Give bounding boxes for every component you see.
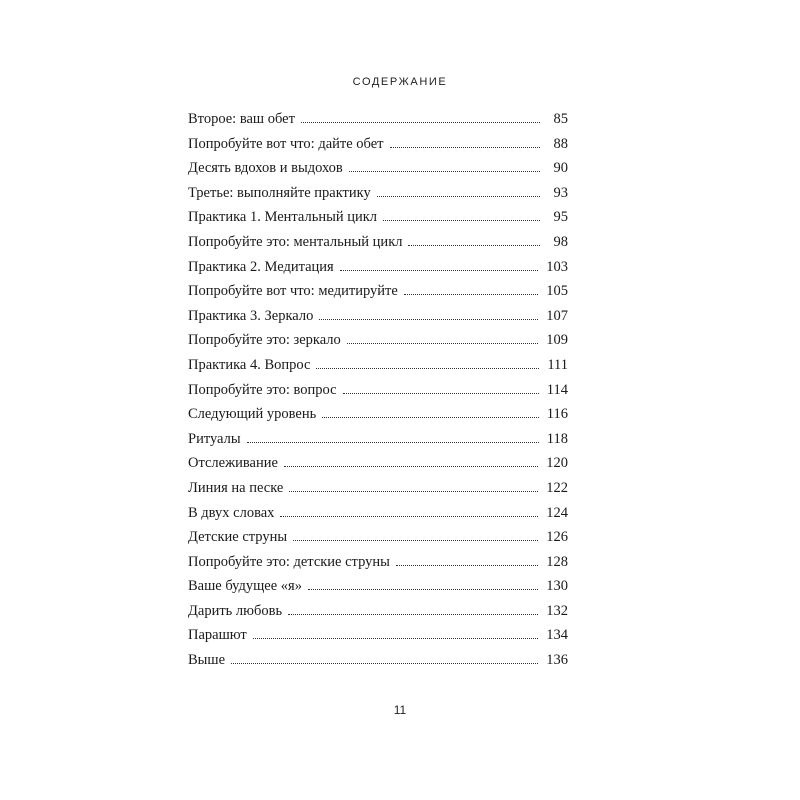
toc-entry-page: 122 <box>546 479 568 496</box>
toc-entry-page: 107 <box>546 307 568 324</box>
toc-dot-leader <box>308 589 538 590</box>
toc-entry-page: 109 <box>546 332 568 349</box>
toc-entry <box>188 328 568 353</box>
toc-entry-page: 120 <box>546 455 568 472</box>
toc-dot-leader <box>322 417 539 418</box>
toc-entry-title: Второе: ваш обет <box>188 111 295 127</box>
toc-dot-leader <box>253 638 539 639</box>
toc-entry-title: Попробуйте это: зеркало <box>188 332 341 349</box>
toc-dot-leader <box>396 565 538 566</box>
toc-entry-title: Дарить любовь <box>188 602 283 619</box>
toc-entry <box>188 427 568 452</box>
toc-dot-leader <box>301 122 540 123</box>
toc-entry-page: 118 <box>546 430 568 447</box>
toc-entry-title: Ваше будущее «я» <box>188 578 302 595</box>
toc-entry <box>188 550 568 575</box>
toc-entry-title: В двух словах <box>188 504 275 521</box>
toc-entry-page: 128 <box>546 553 568 570</box>
toc-entry <box>188 132 568 157</box>
toc-entry <box>188 402 568 427</box>
toc-dot-leader <box>288 614 538 615</box>
toc-dot-leader <box>289 491 538 492</box>
toc-entry <box>188 648 568 673</box>
toc-entry-title: Попробуйте это: детские струны <box>188 553 390 570</box>
toc-entry <box>188 304 568 329</box>
toc-dot-leader <box>404 294 538 295</box>
toc-entry-page: 124 <box>546 504 568 521</box>
toc-entry <box>188 230 568 255</box>
toc-dot-leader <box>280 516 538 517</box>
toc-entry-title: Практика 1. Ментальный цикл <box>188 209 378 226</box>
toc-entry-page: 136 <box>546 652 568 669</box>
toc-entry <box>188 181 568 206</box>
toc-entry-title: Следующий уровень <box>188 406 317 423</box>
toc-dot-leader <box>284 466 538 467</box>
toc-entry-page: 90 <box>553 160 568 177</box>
toc-entry-title: Выше <box>188 652 226 669</box>
toc-entry-page: 132 <box>546 602 568 619</box>
toc-entry <box>188 255 568 280</box>
toc-entry-page: 114 <box>546 381 568 398</box>
toc-entry-page: 85 <box>553 111 568 127</box>
toc-dot-leader <box>231 663 538 664</box>
toc-entry <box>188 205 568 230</box>
toc-entry-title: Практика 3. Зеркало <box>188 307 314 324</box>
toc-entry-page: 105 <box>546 283 568 300</box>
toc-entry <box>188 378 568 403</box>
toc-entry-page: 98 <box>553 233 568 250</box>
toc-entry <box>188 623 568 648</box>
toc-entry-page: 93 <box>553 184 568 201</box>
toc-dot-leader <box>293 540 538 541</box>
toc-dot-leader <box>390 147 540 148</box>
toc-dot-leader <box>340 270 539 271</box>
toc-entry-page: 126 <box>546 529 568 546</box>
toc-entry <box>188 599 568 624</box>
toc-entry <box>188 279 568 304</box>
toc-entry-title: Детские струны <box>188 529 288 546</box>
toc-entry-title: Ритуалы <box>188 430 241 447</box>
toc-entry-page: 111 <box>547 356 568 373</box>
toc-entry <box>188 501 568 526</box>
toc-entry-title: Попробуйте это: вопрос <box>188 381 337 398</box>
toc-entry-page: 130 <box>546 578 568 595</box>
toc-dot-leader <box>349 171 540 172</box>
toc-entry-title: Парашют <box>188 627 247 644</box>
toc-dot-leader <box>347 343 538 344</box>
toc-entry-title: Третье: выполняйте практику <box>188 184 371 201</box>
toc-dot-leader <box>343 393 539 394</box>
toc-entry <box>188 525 568 550</box>
toc-entry-title: Десять вдохов и выдохов <box>188 160 343 177</box>
toc-entry-title: Попробуйте вот что: дайте обет <box>188 135 384 152</box>
toc-entry-title: Практика 2. Медитация <box>188 258 334 275</box>
toc-entry <box>188 451 568 476</box>
toc-entry-page: 134 <box>546 627 568 644</box>
toc-entry <box>188 107 568 132</box>
table-of-contents <box>188 107 568 673</box>
toc-dot-leader <box>319 319 538 320</box>
toc-entry-page: 103 <box>546 258 568 275</box>
toc-entry-title: Линия на песке <box>188 479 284 496</box>
toc-entry-page: 88 <box>553 135 568 152</box>
toc-dot-leader <box>383 220 540 221</box>
toc-entry <box>188 353 568 378</box>
toc-dot-leader <box>408 245 540 246</box>
toc-entry-title: Попробуйте вот что: медитируйте <box>188 283 398 300</box>
toc-dot-leader <box>377 196 540 197</box>
toc-entry-title: Практика 4. Вопрос <box>188 356 311 373</box>
toc-entry-page: 116 <box>546 406 568 423</box>
toc-dot-leader <box>316 368 539 369</box>
toc-entry <box>188 476 568 501</box>
toc-dot-leader <box>247 442 539 443</box>
toc-entry <box>188 156 568 181</box>
page-number: 11 <box>393 703 407 717</box>
toc-entry-title: Отслеживание <box>188 455 278 472</box>
toc-entry-title: Попробуйте это: ментальный цикл <box>188 233 403 250</box>
toc-entry-page: 95 <box>553 209 568 226</box>
toc-entry <box>188 574 568 599</box>
page-header-title: СОДЕРЖАНИЕ <box>352 76 448 88</box>
